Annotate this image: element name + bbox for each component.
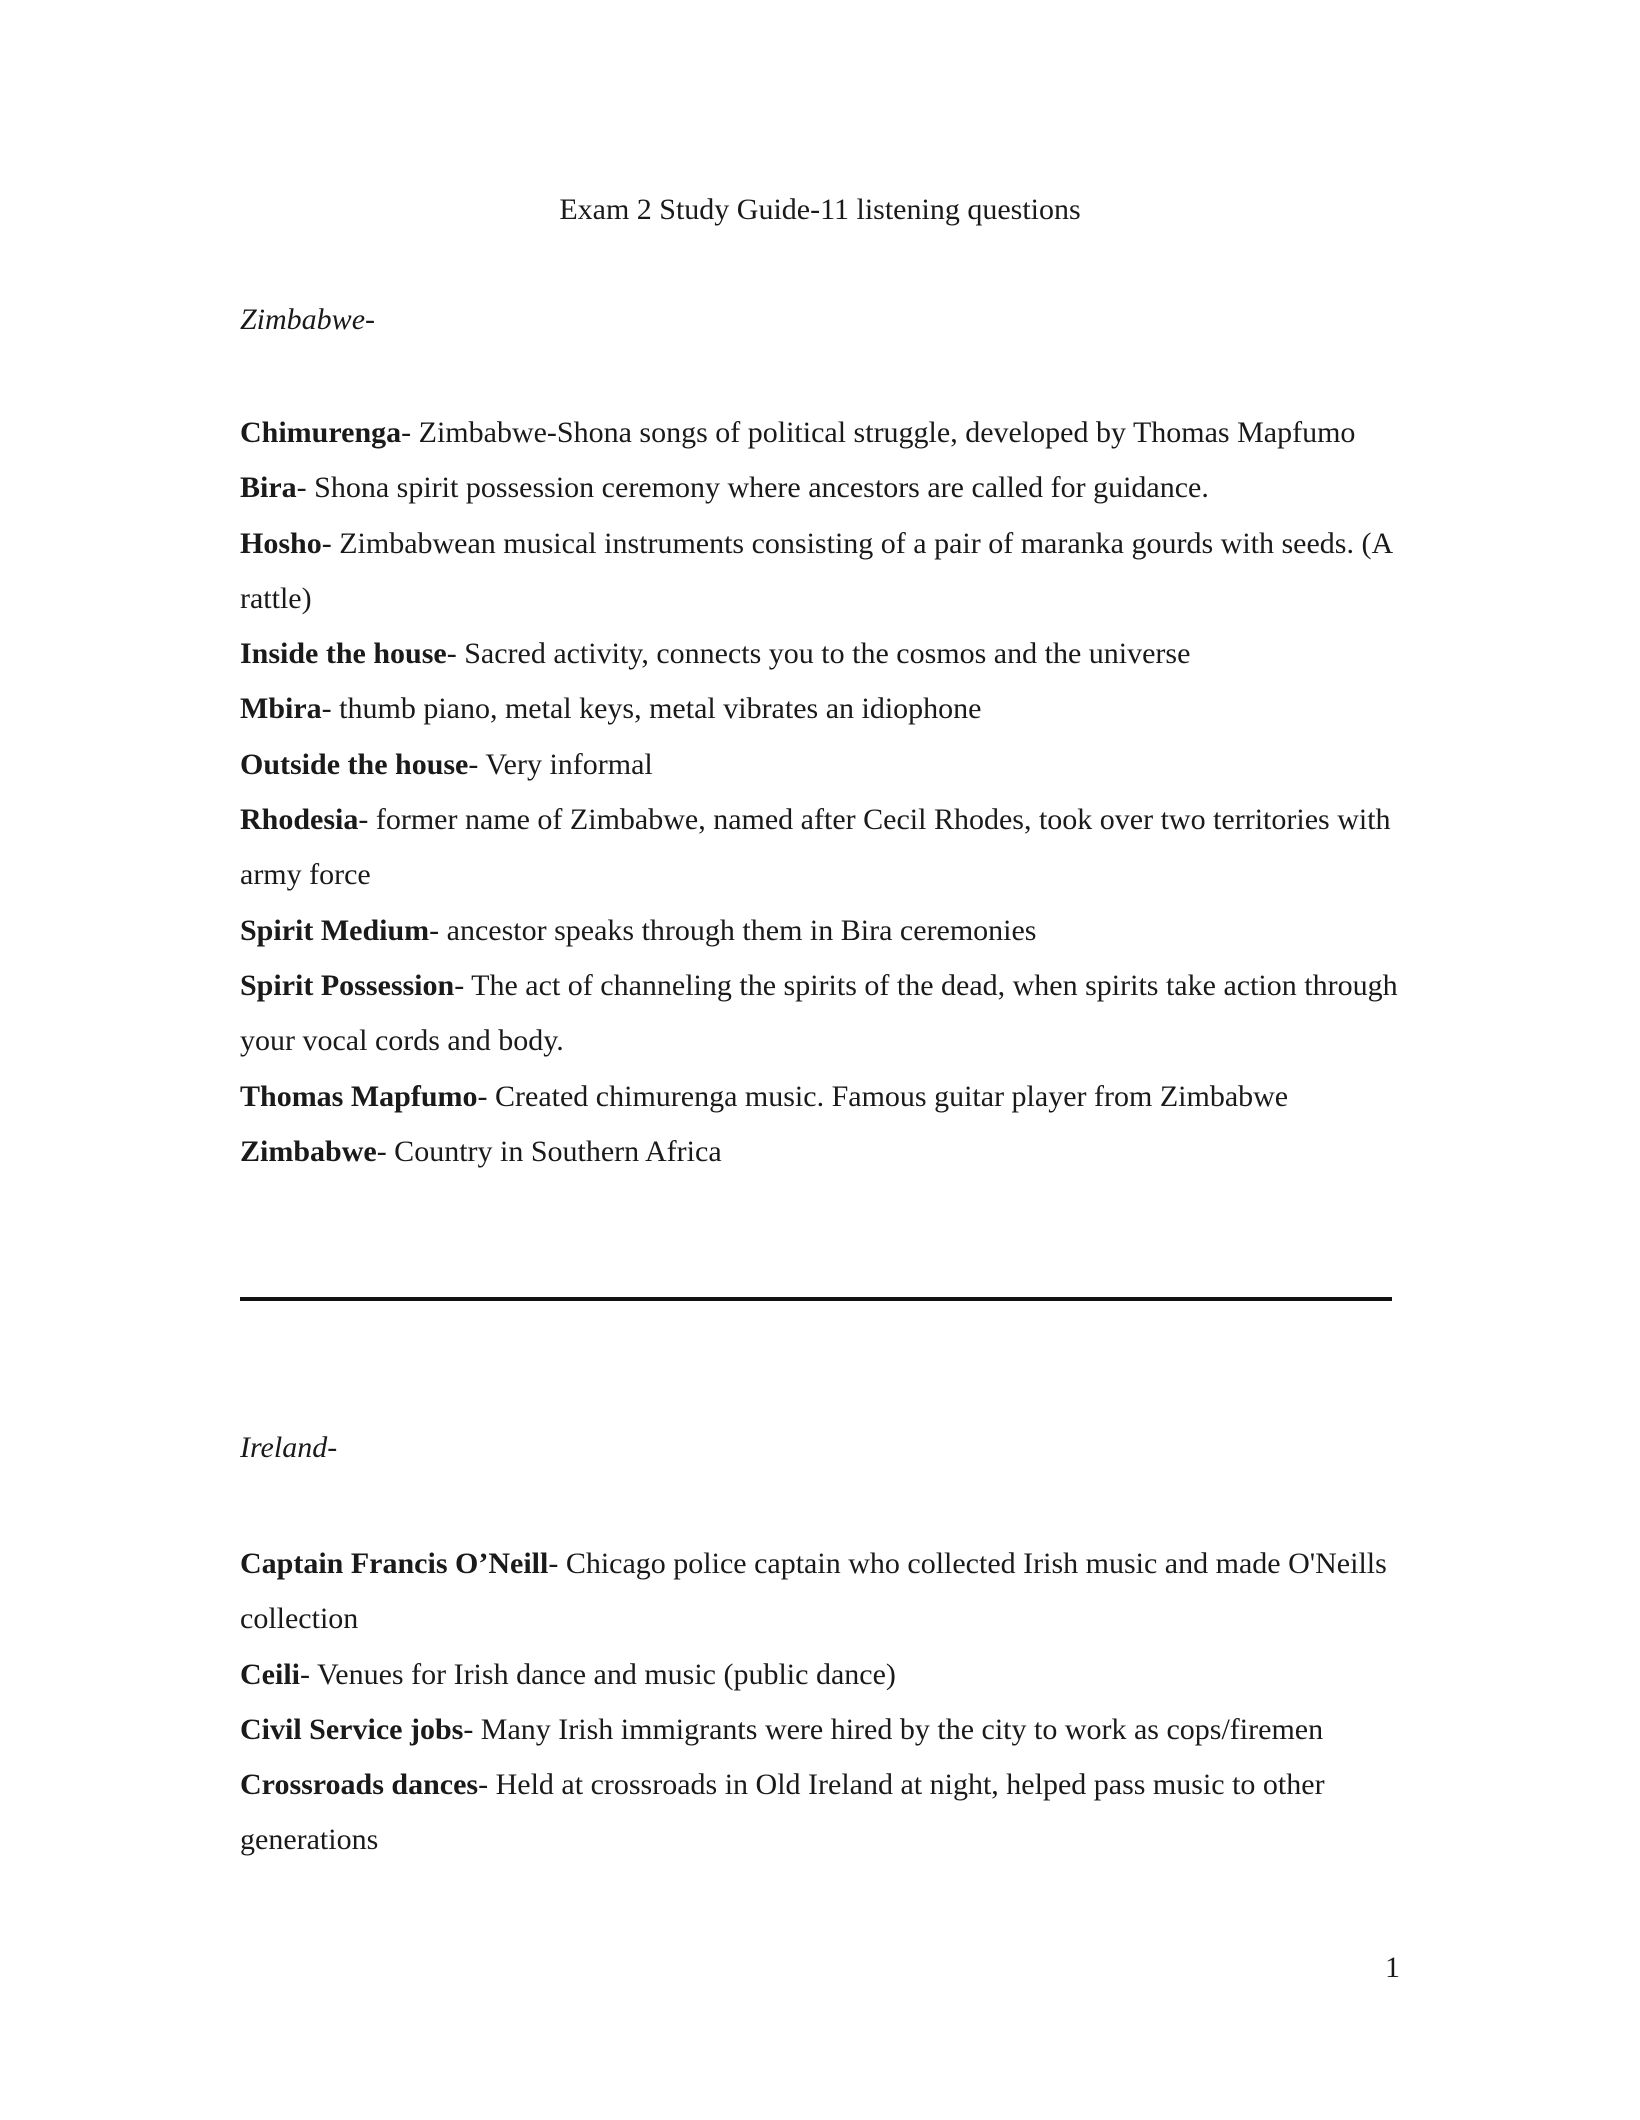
- glossary-entry: [240, 1757, 1405, 1868]
- page-number: 1: [1385, 1951, 1400, 1984]
- glossary-term: Thomas Mapfumo: [240, 1079, 478, 1113]
- glossary-entry: [240, 405, 1405, 460]
- glossary-term: Bira: [240, 471, 297, 505]
- glossary-entry: [240, 958, 1405, 1069]
- glossary-entry: [240, 903, 1405, 958]
- glossary-term: Crossroads dances: [240, 1768, 479, 1802]
- glossary-definition: - Many Irish immigrants were hired by the city to work as cops/firemen: [463, 1712, 1324, 1746]
- glossary-definition: - Shona spirit possession ceremony where ancestors are called for guidance.: [296, 471, 1209, 505]
- glossary-list-zimbabwe: [240, 405, 1405, 1179]
- glossary-term: Captain Francis O’Neill: [240, 1547, 549, 1580]
- glossary-term: Zimbabwe: [240, 1134, 377, 1168]
- glossary-list-ireland: [240, 1536, 1405, 1868]
- glossary-entry: [240, 681, 1405, 736]
- glossary-term: Civil Service jobs: [240, 1712, 464, 1746]
- glossary-entry: [240, 626, 1405, 681]
- glossary-definition: - ancestor speaks through them in Bira ceremonies: [429, 913, 1037, 947]
- glossary-definition: - Very informal: [468, 747, 653, 781]
- glossary-term: Inside the house: [240, 637, 447, 671]
- glossary-definition: - former name of Zimbabwe, named after Cecil Rhodes, took over two territories with army force: [240, 803, 1391, 892]
- glossary-entry: [240, 1124, 1405, 1179]
- glossary-entry: [240, 1069, 1405, 1124]
- glossary-definition: - Created chimurenga music. Famous guitar player from Zimbabwe: [477, 1079, 1289, 1113]
- glossary-entry: [240, 1536, 1405, 1647]
- glossary-term: Mbira: [240, 692, 322, 726]
- glossary-definition: - The act of channeling the spirits of the dead, when spirits take action through your vocal cords and body.: [240, 968, 1398, 1058]
- glossary-term: Spirit Medium: [240, 913, 430, 947]
- glossary-definition: - Zimbabwe-Shona songs of political struggle, developed by Thomas Mapfumo: [401, 416, 1356, 449]
- glossary-definition: - Sacred activity, connects you to the cosmos and the universe: [446, 637, 1191, 671]
- glossary-term: Ceili: [240, 1657, 300, 1691]
- glossary-definition: - Zimbabwean musical instruments consisting of a pair of maranka gourds with seeds. (A rattle): [240, 526, 1392, 615]
- glossary-entry: [240, 460, 1405, 515]
- section-heading-ireland: Ireland-: [240, 1431, 338, 1464]
- glossary-entry: [240, 1647, 1405, 1702]
- glossary-term: Outside the house: [240, 747, 469, 781]
- glossary-term: Spirit Possession: [240, 968, 455, 1002]
- document-title: Exam 2 Study Guide-11 listening questions: [559, 193, 1081, 226]
- glossary-entry: [240, 1702, 1405, 1757]
- glossary-entry: [240, 516, 1405, 627]
- glossary-term: Rhodesia: [240, 803, 359, 837]
- glossary-definition: - thumb piano, metal keys, metal vibrates an idiophone: [321, 692, 982, 726]
- section-divider: [240, 1297, 1392, 1301]
- glossary-definition: - Held at crossroads in Old Ireland at night, helped pass music to other generations: [240, 1768, 1325, 1857]
- glossary-term: Chimurenga: [240, 416, 402, 449]
- glossary-definition: - Chicago police captain who collected Irish music and made O'Neills collection: [240, 1547, 1387, 1636]
- glossary-entry: [240, 792, 1405, 903]
- glossary-entry: [240, 737, 1405, 792]
- glossary-term: Hosho: [240, 526, 322, 560]
- glossary-definition: - Venues for Irish dance and music (public dance): [300, 1657, 896, 1691]
- section-heading-zimbabwe: Zimbabwe-: [240, 303, 375, 336]
- glossary-definition: - Country in Southern Africa: [376, 1134, 722, 1168]
